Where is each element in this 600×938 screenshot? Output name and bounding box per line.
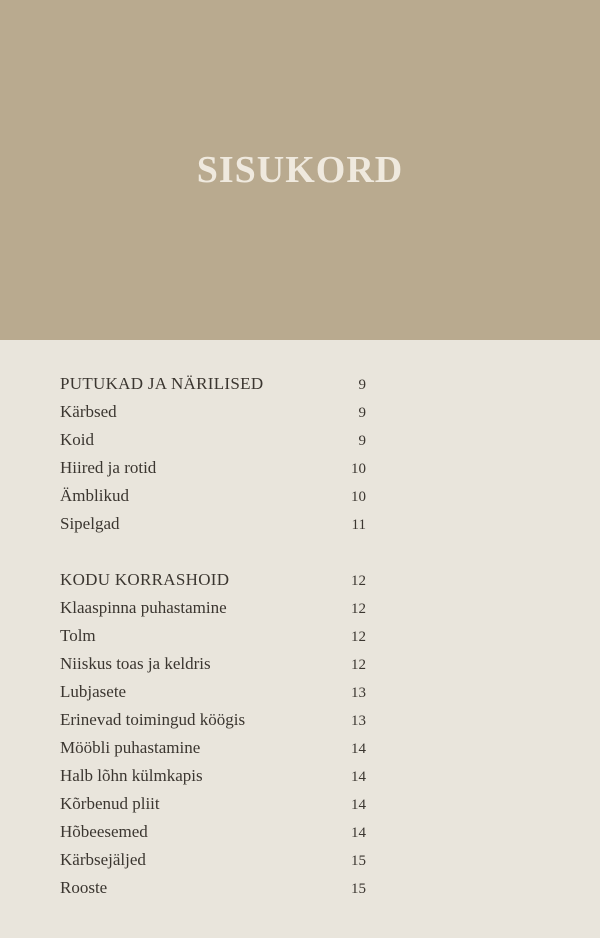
toc-page-number: 15 [351, 881, 366, 897]
toc-entry-label: Erinevad toimingud köögis [60, 710, 246, 729]
toc-entry-label: Halb lõhn külmkapis [60, 766, 203, 785]
toc-entry-label: Sipelgad [60, 514, 120, 533]
toc-entry-label: Mööbli puhastamine [60, 738, 201, 757]
toc-entry[interactable] [60, 874, 370, 902]
toc-entry[interactable] [60, 706, 370, 734]
toc-page-number: 9 [358, 377, 366, 393]
toc-entry[interactable] [60, 622, 370, 650]
toc-entry-label: Kärbsejäljed [60, 850, 146, 869]
toc-page-number: 14 [351, 769, 366, 785]
toc-entry[interactable] [60, 454, 370, 482]
toc-section-heading[interactable] [60, 566, 370, 594]
toc-page-number: 12 [351, 573, 366, 589]
toc-page-number: 14 [351, 741, 366, 757]
toc-entry[interactable] [60, 762, 370, 790]
toc-heading-label: PUTUKAD JA NÄRILISED [60, 374, 264, 393]
toc-page-number: 13 [351, 713, 366, 729]
toc-entry-label: Koid [60, 430, 94, 449]
page-title: SISUKORD [196, 149, 404, 191]
table-of-contents [60, 370, 370, 902]
toc-heading-label: KODU KORRASHOID [60, 570, 230, 589]
toc-entry[interactable] [60, 734, 370, 762]
toc-page-number: 12 [351, 601, 366, 617]
toc-entry[interactable] [60, 510, 370, 538]
toc-entry[interactable] [60, 398, 370, 426]
toc-page-number: 14 [351, 825, 366, 841]
toc-section-housekeeping [60, 566, 370, 902]
toc-entry[interactable] [60, 650, 370, 678]
toc-entry[interactable] [60, 678, 370, 706]
toc-entry[interactable] [60, 594, 370, 622]
toc-entry-label: Niiskus toas ja keldris [60, 654, 211, 673]
toc-entry-label: Ämblikud [60, 486, 129, 505]
toc-page-number: 12 [351, 657, 366, 673]
toc-entry[interactable] [60, 818, 370, 846]
toc-page-number: 15 [351, 853, 366, 869]
toc-section-heading[interactable] [60, 370, 370, 398]
toc-entry-label: Tolm [60, 626, 96, 645]
toc-entry[interactable] [60, 790, 370, 818]
toc-entry-label: Hõbeesemed [60, 822, 148, 841]
toc-entry-label: Klaaspinna puhastamine [60, 598, 227, 617]
toc-page-number: 10 [351, 489, 366, 505]
toc-entry[interactable] [60, 482, 370, 510]
toc-entry-label: Hiired ja rotid [60, 458, 157, 477]
toc-page-number: 12 [351, 629, 366, 645]
toc-entry-label: Rooste [60, 878, 108, 897]
toc-page-number: 13 [351, 685, 366, 701]
toc-section-pests [60, 370, 370, 538]
toc-entry-label: Lubjasete [60, 682, 127, 701]
toc-page-number: 10 [351, 461, 366, 477]
toc-entry[interactable] [60, 846, 370, 874]
toc-entry[interactable] [60, 426, 370, 454]
toc-page-number: 11 [351, 517, 366, 533]
toc-page-number: 14 [351, 797, 366, 813]
toc-entry-label: Kärbsed [60, 402, 117, 421]
toc-page-number: 9 [358, 433, 366, 449]
toc-entry-label: Kõrbenud pliit [60, 794, 160, 813]
toc-page-number: 9 [358, 405, 366, 421]
title-banner [0, 0, 600, 340]
